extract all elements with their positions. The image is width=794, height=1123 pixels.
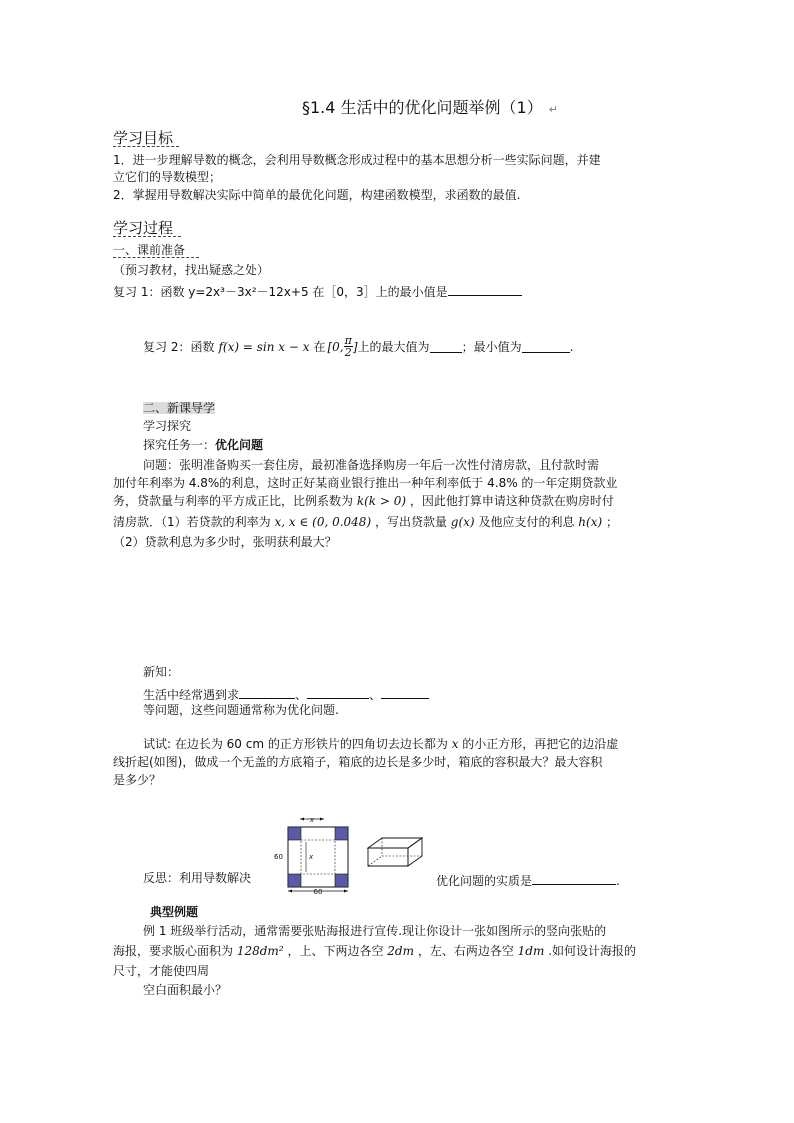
review-2-label: 复习 2：函数 — [143, 339, 215, 354]
box-hidden-edge — [368, 856, 382, 866]
review-2-max-label: 上的最大值为 — [357, 339, 430, 354]
example-line-2d: .如何设计海报的 — [548, 944, 637, 958]
section-2-heading: 二、新课导学 — [143, 401, 216, 415]
preview-note: （预习教材，找出疑惑之处） — [113, 263, 270, 277]
problem-line-4 — [113, 516, 618, 528]
corner-cut — [335, 874, 348, 887]
review-2 — [143, 335, 573, 358]
frac-numerator: π — [344, 334, 352, 347]
problem-line-4d: ； — [605, 515, 618, 529]
problem-line-4a: 清房款．（1）若贷款的利率为 — [113, 515, 271, 529]
arrowhead — [320, 818, 324, 821]
example-line-2b: ，上、下两边各空 — [287, 944, 384, 958]
example-line-2 — [113, 945, 636, 957]
reflection-end: . — [616, 874, 620, 888]
new-knowledge-blank-1[interactable] — [239, 686, 295, 699]
explore-heading: 学习探究 — [143, 419, 192, 433]
page-title — [302, 100, 558, 116]
problem-text-1: 问题：张明准备购买一套住房，最初准备选择购房一年后一次性付清房款，且付款时需 — [143, 458, 600, 472]
process-heading: 学习过程 — [113, 219, 174, 237]
box-front-face — [368, 848, 408, 866]
new-knowledge-blank-2[interactable] — [307, 686, 369, 699]
example-line-2c: ，左、右两边各空 — [417, 944, 514, 958]
new-knowledge-sep-2: 、 — [369, 688, 382, 702]
task-heading — [143, 439, 263, 451]
frac-denominator: 2 — [344, 346, 352, 359]
section-1-underline — [113, 257, 199, 258]
problem-line-4-math-1: x, x ∈ (0, 0.048) — [274, 515, 372, 529]
corner-cut — [335, 827, 348, 840]
problem-line-4-math-2: g(x) — [450, 515, 475, 529]
review-1 — [113, 283, 522, 298]
example-line-2-left-right: 1dm — [517, 944, 545, 958]
label-x-top: x — [309, 816, 315, 824]
process-heading-underline — [113, 236, 181, 237]
corner-cut — [288, 874, 301, 887]
new-knowledge-label: 新知： — [143, 665, 180, 679]
review-2-min-label: ；最小值为 — [461, 339, 522, 354]
review-2-end: . — [569, 339, 574, 354]
reflection-text: 优化问题的实质是 — [436, 874, 533, 888]
review-2-min-blank[interactable] — [522, 340, 570, 353]
objective-1-line-1: 1．进一步理解导数的概念，会利用导数概念形成过程中的基本思想分析一些实际问题，并建 — [113, 153, 601, 167]
arrowhead — [344, 890, 348, 893]
example-line-2-area: 128dm² — [236, 944, 284, 958]
box-side-face — [408, 838, 422, 866]
review-2-interval-open: [0, — [327, 339, 344, 354]
task-label: 探究任务一： — [143, 438, 216, 452]
trial-line-1-math: x — [451, 737, 459, 751]
arrowhead — [288, 890, 292, 893]
section-1-heading: 一、课前准备 — [113, 243, 186, 257]
problem-line-2: 加付年利率为 4.8%的利息，这时正好某商业银行推出一种年利率低于 4.8% 的一年定期贷款业 — [113, 476, 618, 490]
problem-line-3-math: k(k > 0) — [356, 494, 407, 508]
problem-line-5: （2）贷款利息为多少时，张明获利最大？ — [113, 535, 337, 549]
trial-line-2: 线折起(如图)，做成一个无盖的方底箱子，箱底的边长是多少时，箱底的容积最大？最大容积 — [113, 755, 603, 769]
example-line-1: 例 1 班级举行活动，通常需要张贴海报进行宣传.现让你设计一张如图所示的竖向张贴的 — [143, 924, 607, 938]
trial-line-1 — [143, 738, 618, 750]
problem-line-3 — [113, 495, 614, 507]
review-1-answer-blank[interactable] — [448, 283, 522, 296]
new-knowledge-line-2: 等问题，这些问题通常称为优化问题. — [143, 703, 339, 717]
new-knowledge-line — [143, 686, 429, 701]
objective-1-line-2: 立它们的导数模型； — [113, 170, 222, 184]
page-title-text: §1.4 生活中的优化问题举例（1） — [302, 98, 543, 117]
problem-line-1 — [143, 459, 599, 471]
trial-line-3: 是多少？ — [113, 773, 162, 787]
review-2-in: 在 — [313, 339, 326, 354]
task-name: 优化问题 — [215, 438, 264, 452]
example-line-2a: 海报，要求版心面积为 — [113, 944, 234, 958]
reflection-label: 反思：利用导数解决 — [143, 871, 252, 885]
problem-line-3b: ，因此他打算申请这种贷款在购房时付 — [409, 494, 614, 508]
review-2-max-blank[interactable] — [430, 340, 462, 353]
label-60-bottom: 60 — [313, 888, 323, 895]
new-knowledge-blank-3[interactable] — [381, 686, 429, 699]
box-top-rim — [368, 838, 422, 848]
problem-line-4b: ，写出贷款量 — [374, 515, 447, 529]
review-1-text: 复习 1：函数 y=2x³－3x²－12x+5 在［0，3］上的最小值是 — [113, 285, 448, 299]
example-heading: 典型例题 — [150, 905, 199, 919]
review-2-function: f(x) = sin x − x — [218, 339, 310, 354]
paragraph-mark-icon: ↵ — [548, 103, 558, 116]
problem-line-4-math-3: h(x) — [578, 515, 603, 529]
corner-cut — [288, 827, 301, 840]
objectives-heading: 学习目标 — [113, 129, 174, 147]
example-line-4: 空白面积最小？ — [143, 983, 228, 997]
label-60-left: 60 — [274, 853, 283, 861]
arrowhead — [300, 818, 304, 821]
review-2-interval-close: ] — [352, 339, 358, 354]
objectives-heading-underline — [113, 146, 179, 147]
example-line-3: 尺寸，才能使四周 — [113, 964, 210, 978]
box-diagram — [364, 830, 424, 875]
trial-line-1a: 试试: 在边长为 60 cm 的正方形铁片的四角切去边长都为 — [143, 737, 448, 751]
example-line-2-top-bottom: 2dm — [387, 944, 414, 958]
review-2-pi-over-2 — [344, 335, 353, 358]
problem-line-4c: 及他应支付的利息 — [478, 515, 575, 529]
reflection-line — [436, 872, 620, 887]
label-x-mid: x — [309, 853, 314, 861]
new-knowledge-sep-1: 、 — [295, 688, 308, 702]
objective-2: 2．掌握用导数解决实际中简单的最优化问题，构建函数模型，求函数的最值. — [113, 188, 521, 202]
trial-line-1b: 的小正方形，再把它的边沿虚 — [462, 737, 619, 751]
sheet-diagram — [272, 815, 352, 895]
reflection-answer-blank[interactable] — [532, 872, 616, 885]
new-knowledge-text: 生活中经常遇到求 — [143, 688, 240, 702]
problem-line-3a: 务，贷款量与利率的平方成正比，比例系数为 — [113, 494, 354, 508]
